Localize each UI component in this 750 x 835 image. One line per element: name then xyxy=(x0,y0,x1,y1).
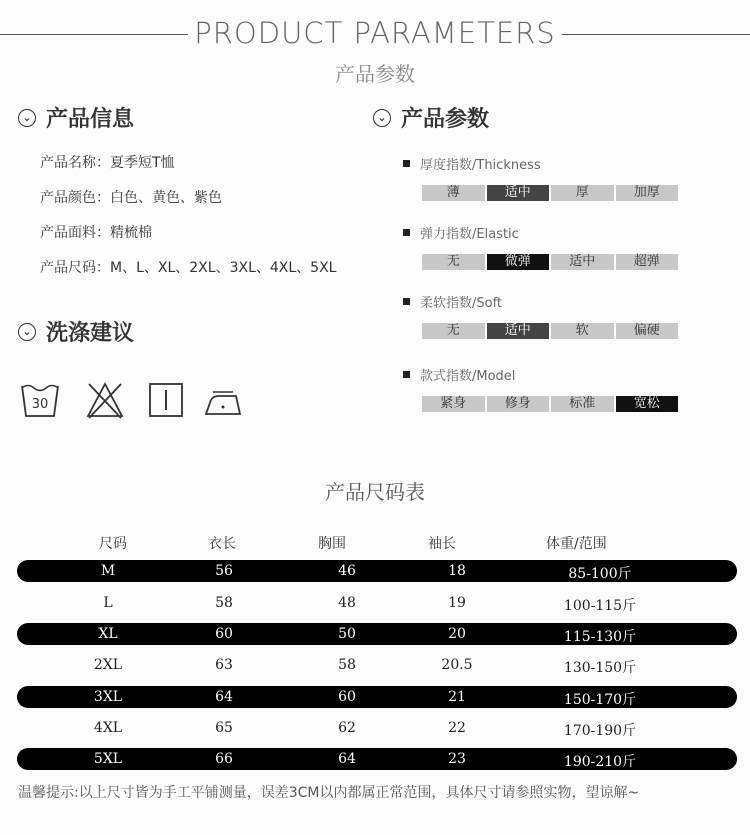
table-cell: 4XL xyxy=(93,720,123,736)
table-cell: 19 xyxy=(448,595,466,611)
param-option: 适中 xyxy=(551,254,614,270)
param-option: 厚 xyxy=(551,185,614,201)
table-row xyxy=(17,717,737,739)
param-option: 超弹 xyxy=(616,254,679,270)
table-cell: 64 xyxy=(338,751,356,767)
param-bar-elastic xyxy=(422,254,678,270)
table-cell: 66 xyxy=(215,751,233,767)
size-table-header: 体重/范围 xyxy=(546,536,607,552)
table-row xyxy=(17,592,737,614)
param-option: 无 xyxy=(422,254,485,270)
table-cell: 115-130斤 xyxy=(563,629,637,645)
table-cell: 5XL xyxy=(93,751,123,767)
param-option-selected: 宽松 xyxy=(616,396,679,412)
table-cell: 58 xyxy=(338,657,356,673)
size-table-header: 衣长 xyxy=(208,536,236,552)
table-row xyxy=(17,560,737,582)
param-bar-soft xyxy=(422,323,678,339)
table-cell: 63 xyxy=(215,657,233,673)
table-cell: 62 xyxy=(338,720,356,736)
table-row xyxy=(17,654,737,676)
table-cell: 20.5 xyxy=(441,657,473,673)
table-cell: 21 xyxy=(448,689,466,705)
param-label-elastic: 弹力指数/Elastic xyxy=(403,223,519,242)
param-option: 无 xyxy=(422,323,485,339)
param-option: 加厚 xyxy=(616,185,679,201)
size-table-header: 袖长 xyxy=(428,536,456,552)
table-cell: 85-100斤 xyxy=(568,566,632,582)
chevron-down-icon: ⌄ xyxy=(18,323,36,341)
param-option: 标准 xyxy=(551,396,614,412)
size-note: 温馨提示:以上尺寸皆为手工平铺测量，误差3CM以内都属正常范围，具体尺寸请参照实物，望谅解~ xyxy=(18,785,640,801)
param-option-selected: 微弹 xyxy=(487,254,550,270)
table-row xyxy=(17,748,737,770)
params-heading: ⌄ 产品参数 xyxy=(373,102,489,133)
param-bar-model xyxy=(422,396,678,412)
param-bar-thickness xyxy=(422,185,678,201)
info-row-name: 产品名称：夏季短T恤 xyxy=(40,155,175,171)
iron-icon xyxy=(203,380,243,420)
table-cell: 48 xyxy=(338,595,356,611)
table-cell: M xyxy=(100,563,116,579)
wash-temp: 30 xyxy=(31,397,49,412)
info-row-color: 产品颜色：白色、黄色、紫色 xyxy=(40,190,222,206)
table-cell: 46 xyxy=(338,563,356,579)
table-cell: 58 xyxy=(215,595,233,611)
table-cell: XL xyxy=(98,626,118,642)
wash-30-icon xyxy=(20,380,60,420)
table-row xyxy=(17,686,737,708)
table-cell: 60 xyxy=(215,626,233,642)
size-table-header: 尺码 xyxy=(99,536,127,552)
table-cell: 64 xyxy=(215,689,233,705)
wash-heading: ⌄ 洗涤建议 xyxy=(18,316,134,347)
table-cell: 2XL xyxy=(93,657,123,673)
table-cell: 56 xyxy=(215,563,233,579)
param-label-soft: 柔软指数/Soft xyxy=(403,292,502,311)
size-table-title: 产品尺码表 xyxy=(325,480,425,504)
param-option: 薄 xyxy=(422,185,485,201)
table-cell: 100-115斤 xyxy=(563,598,637,614)
table-cell: 60 xyxy=(338,689,356,705)
table-cell: 170-190斤 xyxy=(563,723,637,739)
table-cell: L xyxy=(103,595,113,611)
param-label-model: 款式指数/Model xyxy=(403,365,515,384)
table-cell: 23 xyxy=(448,751,466,767)
param-option: 偏硬 xyxy=(616,323,679,339)
page-subtitle: 产品参数 xyxy=(335,62,415,86)
table-cell: 22 xyxy=(448,720,466,736)
table-cell: 130-150斤 xyxy=(563,660,637,676)
hang-dry-icon xyxy=(148,380,184,420)
table-cell: 20 xyxy=(448,626,466,642)
table-cell: 18 xyxy=(448,563,466,579)
table-cell: 65 xyxy=(215,720,233,736)
table-cell: 3XL xyxy=(93,689,123,705)
table-cell: 150-170斤 xyxy=(563,692,637,708)
param-option-selected: 适中 xyxy=(487,323,550,339)
no-bleach-icon xyxy=(85,380,125,420)
param-option: 修身 xyxy=(487,396,550,412)
size-table-header: 胸围 xyxy=(318,536,346,552)
table-cell: 50 xyxy=(338,626,356,642)
param-option: 软 xyxy=(551,323,614,339)
info-row-fabric: 产品面料：精梳棉 xyxy=(40,225,152,241)
info-row-sizes: 产品尺码：M、L、XL、2XL、3XL、4XL、5XL xyxy=(40,260,337,276)
info-heading: ⌄ 产品信息 xyxy=(18,102,134,133)
chevron-down-icon: ⌄ xyxy=(373,109,391,127)
chevron-down-icon: ⌄ xyxy=(18,109,36,127)
table-cell: 190-210斤 xyxy=(563,754,637,770)
param-option: 紧身 xyxy=(422,396,485,412)
table-row xyxy=(17,623,737,645)
param-label-thickness: 厚度指数/Thickness xyxy=(403,154,541,173)
page-title: PRODUCT PARAMETERS xyxy=(0,16,750,50)
param-option-selected: 适中 xyxy=(487,185,550,201)
